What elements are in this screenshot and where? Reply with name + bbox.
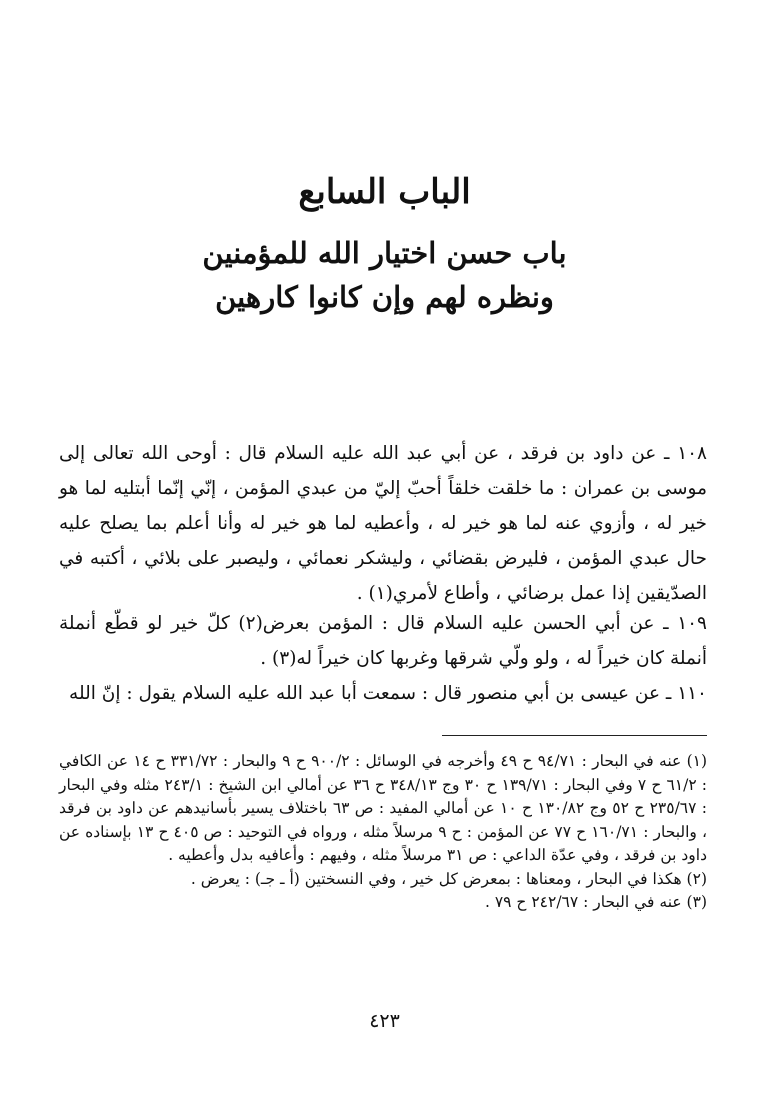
hadith-110: ١١٠ ـ عن عيسى بن أبي منصور قال : سمعت أبا عبد الله عليه السلام يقول : إنّ الله [69,683,707,704]
hadith-109: ١٠٩ ـ عن أبي الحسن عليه السلام قال : المؤمن بعرض(٢) كلّ خير لو قطّع أنملة أنملة كان خيراً له ، ولو ولّي شرقها وغربها كان خيراً له(٣) . [59,613,707,669]
hadith-108: ١٠٨ ـ عن داود بن فرقد ، عن أبي عبد الله عليه السلام قال : أوحى الله تعالى إلى موسى بن عمران : ما خلقت خلقاً أحبّ إليّ من عبدي المؤمن ، إنّي إنّما أبتليه لما هو خير له ، وأزوي عنه لما هو خير له ، وأعطيه لما هو خير له وأنا أعلم بما يصلح عليه حال عبدي المؤمن ، فليرض بقضائي ، وليشكر نعمائي ، وليصبر على بلائي ، أكتبه في الصدّيقين إذا عمل برضائي ، وأطاع لأمري(١) . [59,443,707,604]
page-number: ٤٢٣ [369,1010,400,1032]
chapter-title: الباب السابع [298,172,471,212]
footnote-divider [442,735,707,736]
chapter-subtitle-line-2: ونظره لهم وإن كانوا كارهين [215,280,554,314]
footnote-1: (١) عنه في البحار : ٩٤/٧١ ح ٤٩ وأخرجه في الوسائل : ٩٠٠/٢ ح ٩ والبحار : ٣٣١/٧٢ ح ١٤ عن الكافي : ٦١/٢ ح ٧ وفي البحار : ١٣٩/٧١ ح ٣٠ وج ٣٤٨/١٣ ح ٣٦ عن أمالي ابن الشيخ : ٢٤٣/١ مثله وفي البحار : ٢٣٥/٦٧ ح ٥٢ وج ١٣٠/٨٢ ح ١٠ عن أمالي المفيد : ص ٦٣ باختلاف يسير بأسانيدهم عن داود بن فرقد ، والبحار : ١٦٠/٧١ ح ٧٧ عن المؤمن : ح ٩ مرسلاً مثله ، ورواه في التوحيد : ص ٤٠٥ ح ١٣ بإسناده عن داود بن فرقد ، وفي عدّة الداعي : ص ٣١ مرسلاً مثله ، وفيهم : وأعافيه بدل وأعطيه . [59,752,708,864]
footnotes [59,750,707,915]
footnote-2: (٢) هكذا في البحار ، ومعناها : بمعرض كل خير ، وفي النسختين (أ ـ جـ) : يعرض . [190,869,707,888]
chapter-subtitle-line-1: باب حسن اختيار الله للمؤمنين [202,236,567,270]
footnote-3: (٣) عنه في البحار : ٢٤٢/٦٧ ح ٧٩ . [484,893,707,911]
